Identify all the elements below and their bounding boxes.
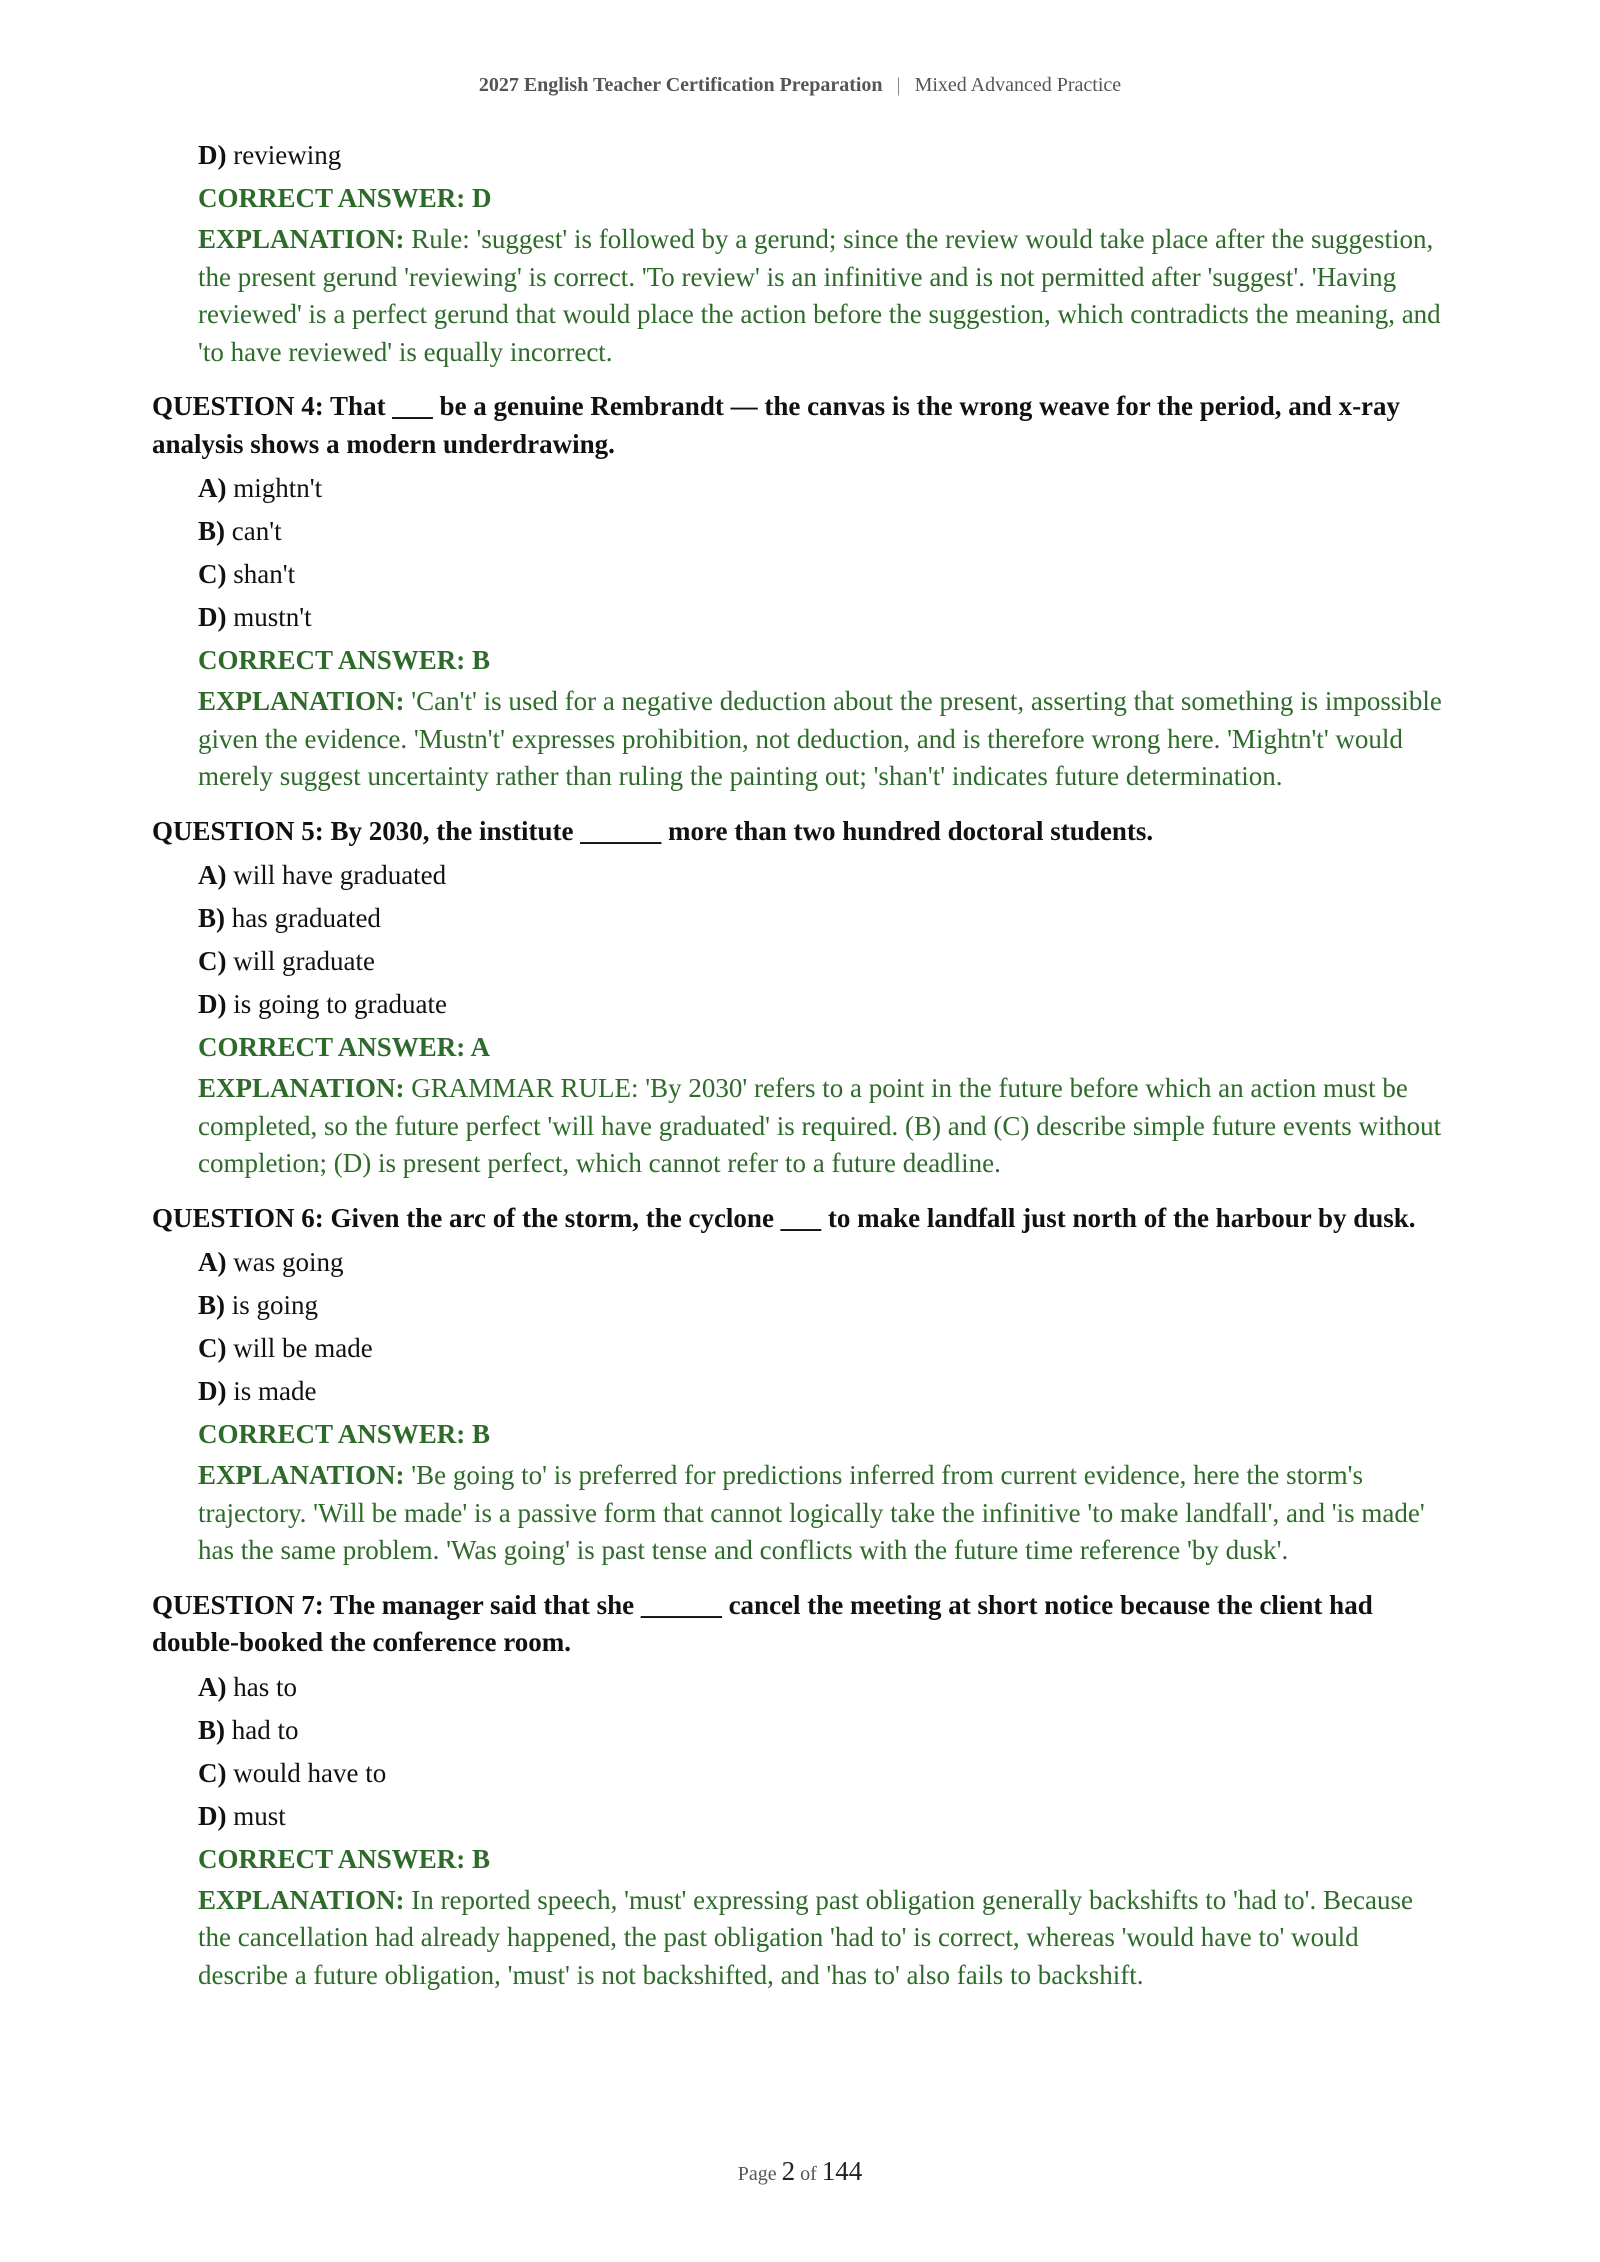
option-text: can't: [231, 516, 282, 546]
option-letter: A): [198, 860, 227, 890]
option-d: [152, 134, 1442, 177]
option-d: [152, 596, 1442, 639]
header-title: 2027 English Teacher Certification Preparation: [478, 74, 883, 96]
question-stem: QUESTION 5: By 2030, the institute ______ more than two hundred doctoral students.: [152, 815, 1154, 846]
option-text: is going: [231, 1290, 319, 1320]
option-letter: D): [198, 602, 227, 632]
correct-answer: CORRECT ANSWER: B: [198, 1843, 491, 1874]
option-letter: B): [198, 903, 225, 933]
option-d: [152, 1795, 1442, 1838]
option-letter: C): [198, 946, 227, 976]
option-letter: C): [198, 1757, 227, 1788]
option-text: must: [233, 1800, 286, 1831]
explanation-label: EXPLANATION:: [198, 1884, 405, 1915]
explanation-text: 'Can't' is used for a negative deduction about the present, asserting that something is impossible given the evidence. 'Mustn't' expresses prohibition, not deduction, and is therefore wrong here. 'Mightn't' would merely suggest uncertainty rather than ruling the painting out; 'shan't' indicates future determination.: [198, 686, 1442, 791]
explanation-text: In reported speech, 'must' expressing past obligation generally backshifts to 'had to'. Because the cancellation had already happened, the past obligation 'had to' is correct, whereas 'would have to' would describe a future obligation, 'must' is not backshifted, and 'has to' also fails to backshift.: [198, 1884, 1413, 1990]
page-label: Page: [737, 2163, 777, 2185]
explanation: [152, 1882, 1442, 1995]
question-stem: QUESTION 4: That ___ be a genuine Rembrandt — the canvas is the wrong weave for the period, and x-ray analysis shows a modern underdrawing.: [152, 391, 1401, 459]
header-subtitle: Mixed Advanced Practice: [914, 74, 1122, 96]
explanation-text: GRAMMAR RULE: 'By 2030' refers to a point in the future before which an action must be completed, so the future perfect 'will have graduated' is required. (B) and (C) describe simple future events without completion; (D) is present perfect, which cannot refer to a future deadline.: [198, 1073, 1442, 1178]
page-number: 2: [781, 2156, 796, 2186]
option-text: has graduated: [231, 903, 381, 933]
option-c: [152, 553, 1442, 596]
explanation: [152, 221, 1442, 371]
option-text: mustn't: [233, 602, 312, 632]
page-content: [152, 134, 1442, 2011]
header-separator: |: [896, 74, 901, 96]
option-d: [152, 1370, 1442, 1413]
question-block-5: [152, 813, 1442, 1183]
explanation-text: Rule: 'suggest' is followed by a gerund; since the review would take place after the suggestion, the present gerund 'reviewing' is correct. 'To review' is an infinitive and is not permitted after 'suggest'. 'Having reviewed' is a perfect gerund that would place the action before the suggestion, which contradicts the meaning, and 'to have reviewed' is equally incorrect.: [198, 224, 1441, 367]
option-text: mightn't: [233, 473, 323, 503]
question-block-4: [152, 388, 1442, 796]
correct-answer: CORRECT ANSWER: B: [198, 645, 491, 675]
option-c: [152, 1752, 1442, 1795]
explanation-label: EXPLANATION:: [198, 1073, 405, 1103]
option-b: [152, 897, 1442, 940]
option-letter: C): [198, 1333, 227, 1363]
question-block-carryover: [152, 134, 1442, 371]
option-text: will graduate: [233, 946, 375, 976]
option-a: [152, 1241, 1442, 1284]
explanation-text: 'Be going to' is preferred for predictions inferred from current evidence, here the storm's trajectory. 'Will be made' is a passive form that cannot logically take the infinitive 'to make landfall', and 'is made' has the same problem. 'Was going' is past tense and conflicts with the future time reference 'by dusk'.: [198, 1460, 1425, 1565]
page-total: 144: [821, 2156, 863, 2186]
option-text: is made: [233, 1376, 317, 1406]
option-letter: B): [198, 1290, 225, 1320]
option-a: [152, 467, 1442, 510]
option-letter: A): [198, 473, 227, 503]
option-letter: B): [198, 516, 225, 546]
option-text: is going to graduate: [233, 989, 447, 1019]
option-letter: D): [198, 1376, 227, 1406]
page-of-label: of: [800, 2163, 817, 2185]
option-text: reviewing: [233, 140, 342, 170]
option-letter: D): [198, 1800, 227, 1831]
explanation: [152, 1457, 1442, 1570]
option-letter: B): [198, 1714, 225, 1745]
explanation-label: EXPLANATION:: [198, 1460, 405, 1490]
option-c: [152, 1327, 1442, 1370]
explanation: [152, 683, 1442, 796]
question-block-6: [152, 1200, 1442, 1570]
correct-answer: CORRECT ANSWER: A: [198, 1032, 491, 1062]
option-a: [152, 854, 1442, 897]
option-text: has to: [233, 1671, 297, 1702]
option-letter: A): [198, 1247, 227, 1277]
option-c: [152, 940, 1442, 983]
option-letter: A): [198, 1671, 227, 1702]
option-text: will have graduated: [233, 860, 447, 890]
page-footer: [0, 2156, 1600, 2187]
option-text: had to: [231, 1714, 299, 1745]
explanation: [152, 1070, 1442, 1183]
question-stem: QUESTION 7: The manager said that she ______ cancel the meeting at short notice because the client had double-booked the conference room.: [152, 1589, 1373, 1657]
option-text: shan't: [233, 559, 296, 589]
page-header: [0, 74, 1600, 97]
option-text: would have to: [233, 1757, 387, 1788]
correct-answer: CORRECT ANSWER: D: [198, 183, 492, 213]
explanation-label: EXPLANATION:: [198, 224, 405, 254]
option-letter: D): [198, 140, 227, 170]
correct-answer: CORRECT ANSWER: B: [198, 1419, 491, 1449]
explanation-label: EXPLANATION:: [198, 686, 405, 716]
question-block-7: [152, 1587, 1442, 1995]
option-b: [152, 1709, 1442, 1752]
option-text: will be made: [233, 1333, 373, 1363]
option-text: was going: [233, 1247, 344, 1277]
option-d: [152, 983, 1442, 1026]
option-letter: C): [198, 559, 227, 589]
option-b: [152, 510, 1442, 553]
option-letter: D): [198, 989, 227, 1019]
question-stem: QUESTION 6: Given the arc of the storm, the cyclone ___ to make landfall just north of the harbour by dusk.: [152, 1202, 1416, 1233]
option-a: [152, 1666, 1442, 1709]
option-b: [152, 1284, 1442, 1327]
